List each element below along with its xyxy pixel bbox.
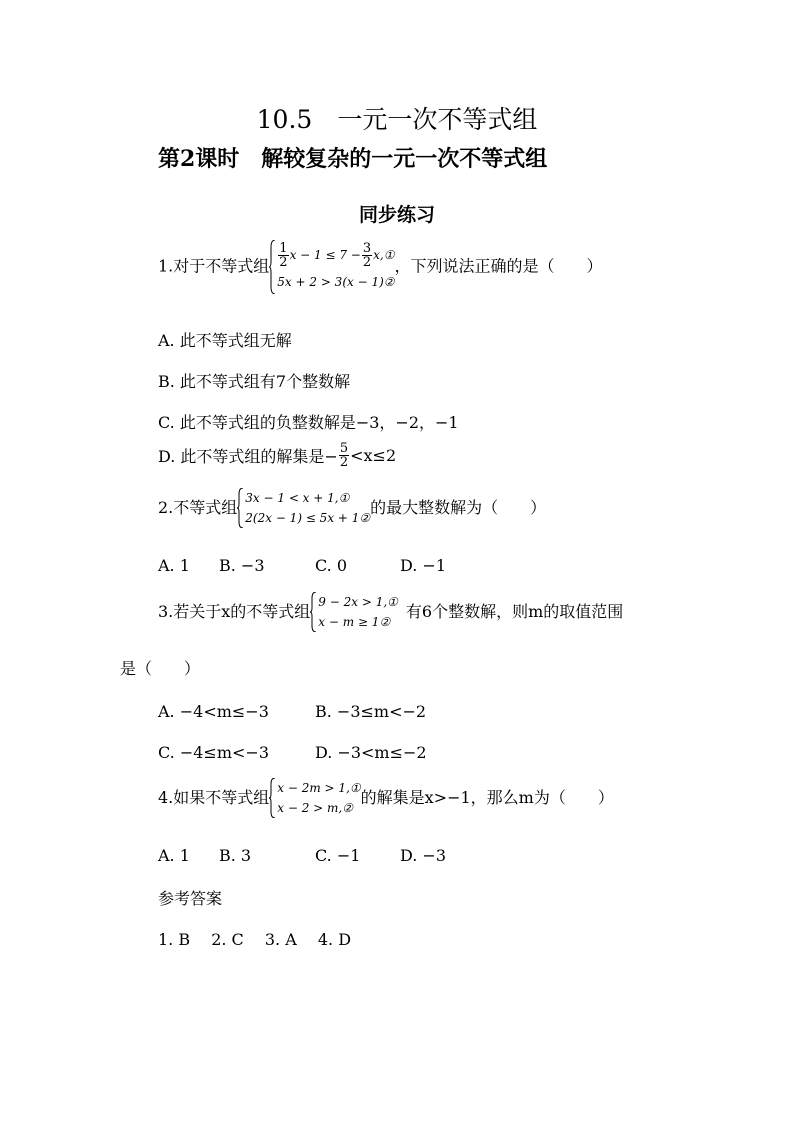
question-4-prefix: 4.如果不等式组 (158, 788, 270, 807)
q1-option-d-tail: <x≤2 (350, 446, 397, 465)
question-2-prefix: 2.不等式组 (158, 498, 238, 517)
fraction: $\frac{1}{2}$ (279, 240, 288, 270)
q4-option-c: C. −1 (315, 846, 361, 865)
q4-option-a: A. 1 (158, 846, 190, 865)
system-4-line-2: x − 2 > m,② (277, 801, 354, 815)
q1-option-b: B. 此不等式组有7个整数解 (158, 372, 351, 391)
system-2-line-2: 2(2x − 1) ≤ 5x + 1② (245, 511, 371, 525)
page-title: 10.5 一元一次不等式组 (256, 105, 538, 134)
q2-option-d: D. −1 (400, 556, 447, 575)
answers-heading: 参考答案 (158, 889, 223, 908)
question-3-prefix: 3.若关于x的不等式组 (158, 602, 311, 621)
question-1-suffix: ，下列说法正确的是（ ） (394, 256, 603, 276)
brace-icon (237, 488, 243, 528)
question-3-suffix: 有6个整数解，则m的取值范围 (405, 602, 624, 621)
question-4-suffix: 的解集是x>−1，那么m为（ ） (360, 788, 614, 807)
q2-option-c: C. 0 (315, 556, 348, 575)
inequality-system-2 (237, 488, 370, 528)
question-3 (158, 592, 623, 632)
inequality-system-4 (269, 778, 360, 818)
system-2-line-1: 3x − 1 < x + 1,① (245, 491, 350, 505)
q2-option-a: A. 1 (158, 556, 190, 575)
question-1 (158, 240, 603, 294)
brace-icon (269, 778, 275, 818)
question-3-continuation: 是（ ） (120, 659, 201, 678)
answers-list: 1. B 2. C 3. A 4. D (158, 930, 352, 949)
fraction: $\frac{5}{2}$ (339, 441, 349, 470)
system-1-line-1-end: x,① (373, 248, 395, 262)
question-1-prefix: 1.对于不等式组 (158, 256, 270, 276)
q4-option-b: B. 3 (219, 846, 252, 865)
section-heading: 同步练习 (358, 204, 435, 226)
q1-option-c: C. 此不等式组的负整数解是−3，−2，−1 (158, 413, 459, 432)
q1-option-d-text: D. 此不等式组的解集是− (158, 447, 338, 466)
system-1-line-2: 5x + 2 > 3(x − 1)② (277, 275, 395, 289)
page-subtitle: 第2课时 解较复杂的一元一次不等式组 (158, 146, 548, 172)
question-2 (158, 488, 546, 528)
system-4-line-1: x − 2m > 1,① (277, 781, 361, 795)
fraction: $\frac{3}{2}$ (362, 240, 372, 270)
q3-option-a: A. −4<m≤−3 (158, 702, 269, 721)
q2-option-b: B. −3 (219, 556, 265, 575)
brace-icon (269, 240, 275, 294)
q3-option-b: B. −3≤m<−2 (315, 702, 427, 721)
question-4 (158, 778, 614, 818)
system-3-line-2: x − m ≥ 1② (318, 615, 391, 629)
q3-option-c: C. −4≤m<−3 (158, 743, 269, 762)
brace-icon (310, 592, 316, 632)
q1-option-d (158, 442, 396, 469)
system-3-line-1: 9 − 2x > 1,① (318, 595, 398, 609)
q4-option-d: D. −3 (400, 846, 447, 865)
question-2-suffix: 的最大整数解为（ ） (370, 498, 547, 517)
q3-option-d: D. −3<m≤−2 (315, 743, 427, 762)
inequality-system-3 (310, 592, 398, 632)
q1-option-a: A. 此不等式组无解 (158, 331, 292, 350)
inequality-system-1 (269, 240, 394, 294)
system-1-line-1: x − 1 ≤ 7 − (289, 248, 361, 262)
